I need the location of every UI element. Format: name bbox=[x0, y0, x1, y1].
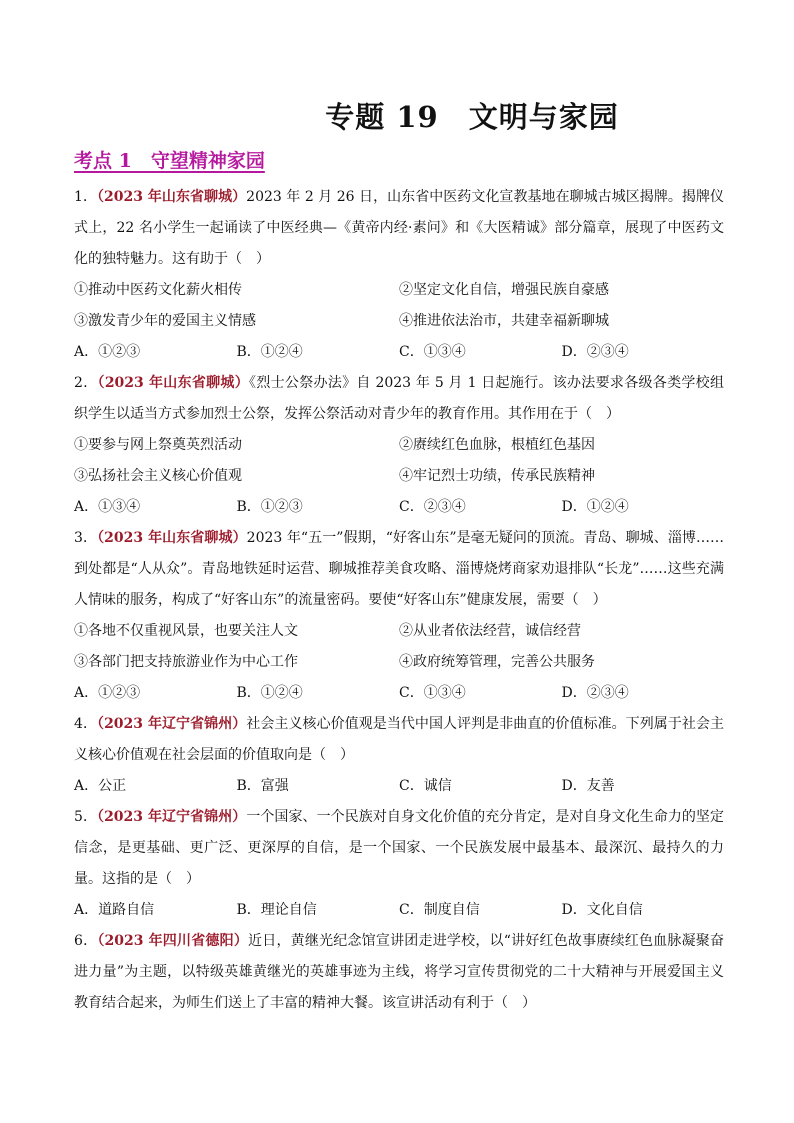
answer-choice: A．公正 bbox=[74, 778, 127, 794]
answer-choice: C．制度自信 bbox=[399, 902, 480, 918]
question-number: 6． bbox=[74, 933, 98, 949]
answer-choice: A．①③④ bbox=[74, 499, 141, 515]
answer-choice: D．②③④ bbox=[561, 685, 629, 701]
question-number: 5． bbox=[74, 809, 98, 825]
question-number: 1． bbox=[74, 189, 97, 205]
question-source: （2023 年辽宁省锦州） bbox=[97, 716, 247, 732]
answer-choice: D．②③④ bbox=[561, 344, 629, 360]
statement-option: ①推动中医药文化薪火相传 bbox=[74, 282, 242, 298]
answer-choices bbox=[74, 678, 724, 709]
question-number: 3． bbox=[74, 530, 98, 546]
question-stem bbox=[74, 709, 724, 771]
question-list bbox=[74, 182, 724, 1019]
statement-option: ③弘扬社会主义核心价值观 bbox=[74, 468, 242, 484]
answer-choice: C．②③④ bbox=[399, 499, 466, 515]
answer-choice: C．诚信 bbox=[399, 778, 452, 794]
question-source: （2023 年辽宁省锦州） bbox=[97, 809, 247, 825]
statement-option: ②赓续红色血脉，根植红色基因 bbox=[399, 437, 595, 453]
statement-option: ④政府统筹管理，完善公共服务 bbox=[399, 654, 595, 670]
question-source: （2023 年山东省聊城） bbox=[96, 189, 247, 205]
statement-option: ④推进依法治市，共建幸福新聊城 bbox=[399, 313, 609, 329]
question-text: 2023 年“五一”假期，“好客山东”是毫无疑问的顶流。青岛、聊城、淄博……到处都是“人从众”。青岛地铁延时运营、聊城推荐美食攻略、淄博烧烤商家劝退排队“长龙”……这些充满人情味的服务，构成了“好客山东”的流量密码。要使“好客山东”健康发展，需要（ ） bbox=[74, 530, 724, 608]
statement-options bbox=[74, 275, 724, 337]
answer-choices bbox=[74, 492, 724, 523]
answer-choice: C．①③④ bbox=[399, 685, 466, 701]
answer-choices bbox=[74, 337, 724, 368]
answer-choice: B．①②④ bbox=[236, 685, 303, 701]
question-6 bbox=[74, 926, 724, 1019]
answer-choice: B．理论自信 bbox=[236, 902, 317, 918]
question-2 bbox=[74, 368, 724, 523]
statement-options bbox=[74, 430, 724, 492]
answer-choice: C．①③④ bbox=[399, 344, 466, 360]
answer-choice: A．①②③ bbox=[74, 344, 141, 360]
statement-option: ③各部门把支持旅游业作为中心工作 bbox=[74, 654, 298, 670]
question-stem bbox=[74, 368, 724, 430]
question-number: 2． bbox=[74, 375, 98, 391]
answer-choice: B．①②④ bbox=[236, 344, 303, 360]
page-title: 专题 19 文明与家园 bbox=[325, 100, 619, 134]
statement-option: ①各地不仅重视风景，也要关注人文 bbox=[74, 623, 298, 639]
question-1 bbox=[74, 182, 724, 368]
statement-option: ③激发青少年的爱国主义情感 bbox=[74, 313, 256, 329]
statement-option: ②从业者依法经营，诚信经营 bbox=[399, 623, 581, 639]
question-stem bbox=[74, 182, 724, 275]
question-stem bbox=[74, 523, 724, 616]
statement-option: ④牢记烈士功绩，传承民族精神 bbox=[399, 468, 595, 484]
answer-choice: D．友善 bbox=[561, 778, 615, 794]
statement-options bbox=[74, 616, 724, 678]
question-number: 4． bbox=[74, 716, 98, 732]
answer-choice: A．道路自信 bbox=[74, 902, 155, 918]
question-text: 一个国家、一个民族对自身文化价值的充分肯定，是对自身文化生命力的坚定信念，是更基础、更广泛、更深厚的自信，是一个国家、一个民族发展中最基本、最深沉、最持久的力量。这指的是（ ） bbox=[74, 809, 724, 887]
statement-option: ①要参与网上祭奠英烈活动 bbox=[74, 437, 242, 453]
question-text: 2023 年 2 月 26 日，山东省中医药文化宣教基地在聊城古城区揭牌。揭牌仪式上，22 名小学生一起诵读了中医经典—《黄帝内经·素问》和《大医精诚》部分篇章，展现了中医药文化的独特魅力。这有助于（ ） bbox=[74, 189, 724, 267]
question-3 bbox=[74, 523, 724, 709]
question-text: 《烈士公祭办法》自 2023 年 5 月 1 日起施行。该办法要求各级各类学校组织学生以适当方式参加烈士公祭，发挥公祭活动对青少年的教育作用。其作用在于（ ） bbox=[74, 375, 724, 422]
answer-choice: D．文化自信 bbox=[561, 902, 643, 918]
answer-choice: A．①②③ bbox=[74, 685, 141, 701]
section-heading: 考点 1 守望精神家园 bbox=[74, 150, 265, 172]
question-5 bbox=[74, 802, 724, 926]
statement-option: ②坚定文化自信，增强民族自豪感 bbox=[399, 282, 609, 298]
answer-choice: B．①②③ bbox=[236, 499, 303, 515]
answer-choice: B．富强 bbox=[236, 778, 289, 794]
question-source: （2023 年四川省德阳） bbox=[97, 933, 249, 949]
question-text: 近日，黄继光纪念馆宣讲团走进学校，以“讲好红色故事赓续红色血脉凝聚奋进力量”为主题，以特级英雄黄继光的英雄事迹为主线，将学习宣传贯彻党的二十大精神与开展爱国主义教育结合起来，为师生们送上了丰富的精神大餐。该宣讲活动有利于（ ） bbox=[74, 933, 724, 1011]
question-text: 社会主义核心价值观是当代中国人评判是非曲直的价值标准。下列属于社会主义核心价值观在社会层面的价值取向是（ ） bbox=[74, 716, 724, 763]
question-4 bbox=[74, 709, 724, 802]
question-stem bbox=[74, 926, 724, 1019]
question-source: （2023 年山东省聊城） bbox=[97, 530, 247, 546]
question-stem bbox=[74, 802, 724, 895]
answer-choice: D．①②④ bbox=[561, 499, 629, 515]
answer-choices bbox=[74, 771, 724, 802]
answer-choices bbox=[74, 895, 724, 926]
question-source: （2023 年山东省聊城） bbox=[97, 375, 250, 391]
